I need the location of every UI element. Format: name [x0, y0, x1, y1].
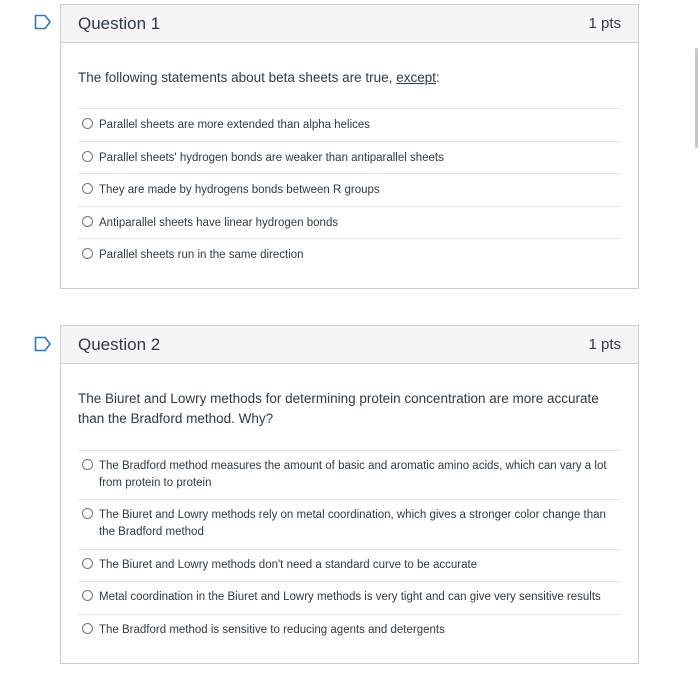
prompt-emphasis: except: [396, 70, 436, 85]
radio-icon[interactable]: [82, 183, 93, 194]
answer-option[interactable]: [78, 450, 621, 499]
answer-option[interactable]: [78, 206, 621, 238]
radio-icon[interactable]: [82, 508, 93, 519]
prompt-text: The following statements about beta sheets are true,: [78, 70, 397, 85]
scrollbar[interactable]: [694, 0, 700, 683]
question-prompt: The Biuret and Lowry methods for determining protein concentration are more accurate than the Bradford method. Why?: [78, 391, 599, 426]
answer-label: The Biuret and Lowry methods don't need a standard curve to be accurate: [99, 559, 478, 571]
radio-icon[interactable]: [82, 459, 93, 470]
answer-label: Metal coordination in the Biuret and Lowry methods is very tight and can give very sensitive results: [99, 591, 601, 603]
radio-icon[interactable]: [82, 558, 93, 569]
answer-label: The Bradford method is sensitive to reducing agents and detergents: [99, 624, 445, 636]
answer-label: They are made by hydrogens bonds between R groups: [99, 184, 380, 196]
answer-list: [78, 108, 621, 278]
question-title: Question 2: [78, 334, 161, 354]
answer-label: Parallel sheets are more extended than alpha helices: [99, 119, 371, 131]
radio-icon[interactable]: [82, 590, 93, 601]
answer-label: The Biuret and Lowry methods rely on metal coordination, which gives a stronger color change than the Bradford method: [99, 509, 606, 538]
question-points: 1 pts: [588, 336, 621, 353]
question-body: [61, 364, 638, 654]
question-prompt: [78, 43, 621, 108]
answer-option[interactable]: [78, 581, 621, 614]
answer-label: Antiparallel sheets have linear hydrogen bonds: [99, 217, 339, 229]
question-header: [61, 326, 638, 364]
answer-label: Parallel sheets' hydrogen bonds are weaker than antiparallel sheets: [99, 152, 444, 164]
question-title: Question 1: [78, 13, 161, 33]
radio-icon[interactable]: [82, 248, 93, 259]
radio-icon[interactable]: [82, 216, 93, 227]
question-header: [61, 5, 638, 43]
bookmark-icon[interactable]: [34, 336, 52, 352]
question-1: [60, 4, 639, 289]
question-points: 1 pts: [588, 15, 621, 32]
bookmark-icon[interactable]: [34, 14, 52, 30]
answer-option[interactable]: [78, 549, 621, 581]
radio-icon[interactable]: [82, 623, 93, 634]
answer-option[interactable]: [78, 141, 621, 173]
answer-option[interactable]: [78, 499, 621, 549]
question-body: [61, 43, 638, 278]
answer-label: Parallel sheets run in the same direction: [99, 249, 304, 261]
question-2: [60, 325, 639, 664]
answer-list: [78, 450, 621, 654]
radio-icon[interactable]: [82, 151, 93, 162]
answer-option[interactable]: [78, 238, 621, 278]
radio-icon[interactable]: [82, 118, 93, 129]
answer-option[interactable]: [78, 614, 621, 654]
prompt-end: :: [435, 70, 440, 85]
answer-option[interactable]: [78, 108, 621, 141]
answer-label: The Bradford method measures the amount of basic and aromatic amino acids, which can vary a lot from protein to protein: [99, 460, 607, 489]
answer-option[interactable]: [78, 173, 621, 206]
scrollbar-thumb[interactable]: [695, 48, 698, 148]
